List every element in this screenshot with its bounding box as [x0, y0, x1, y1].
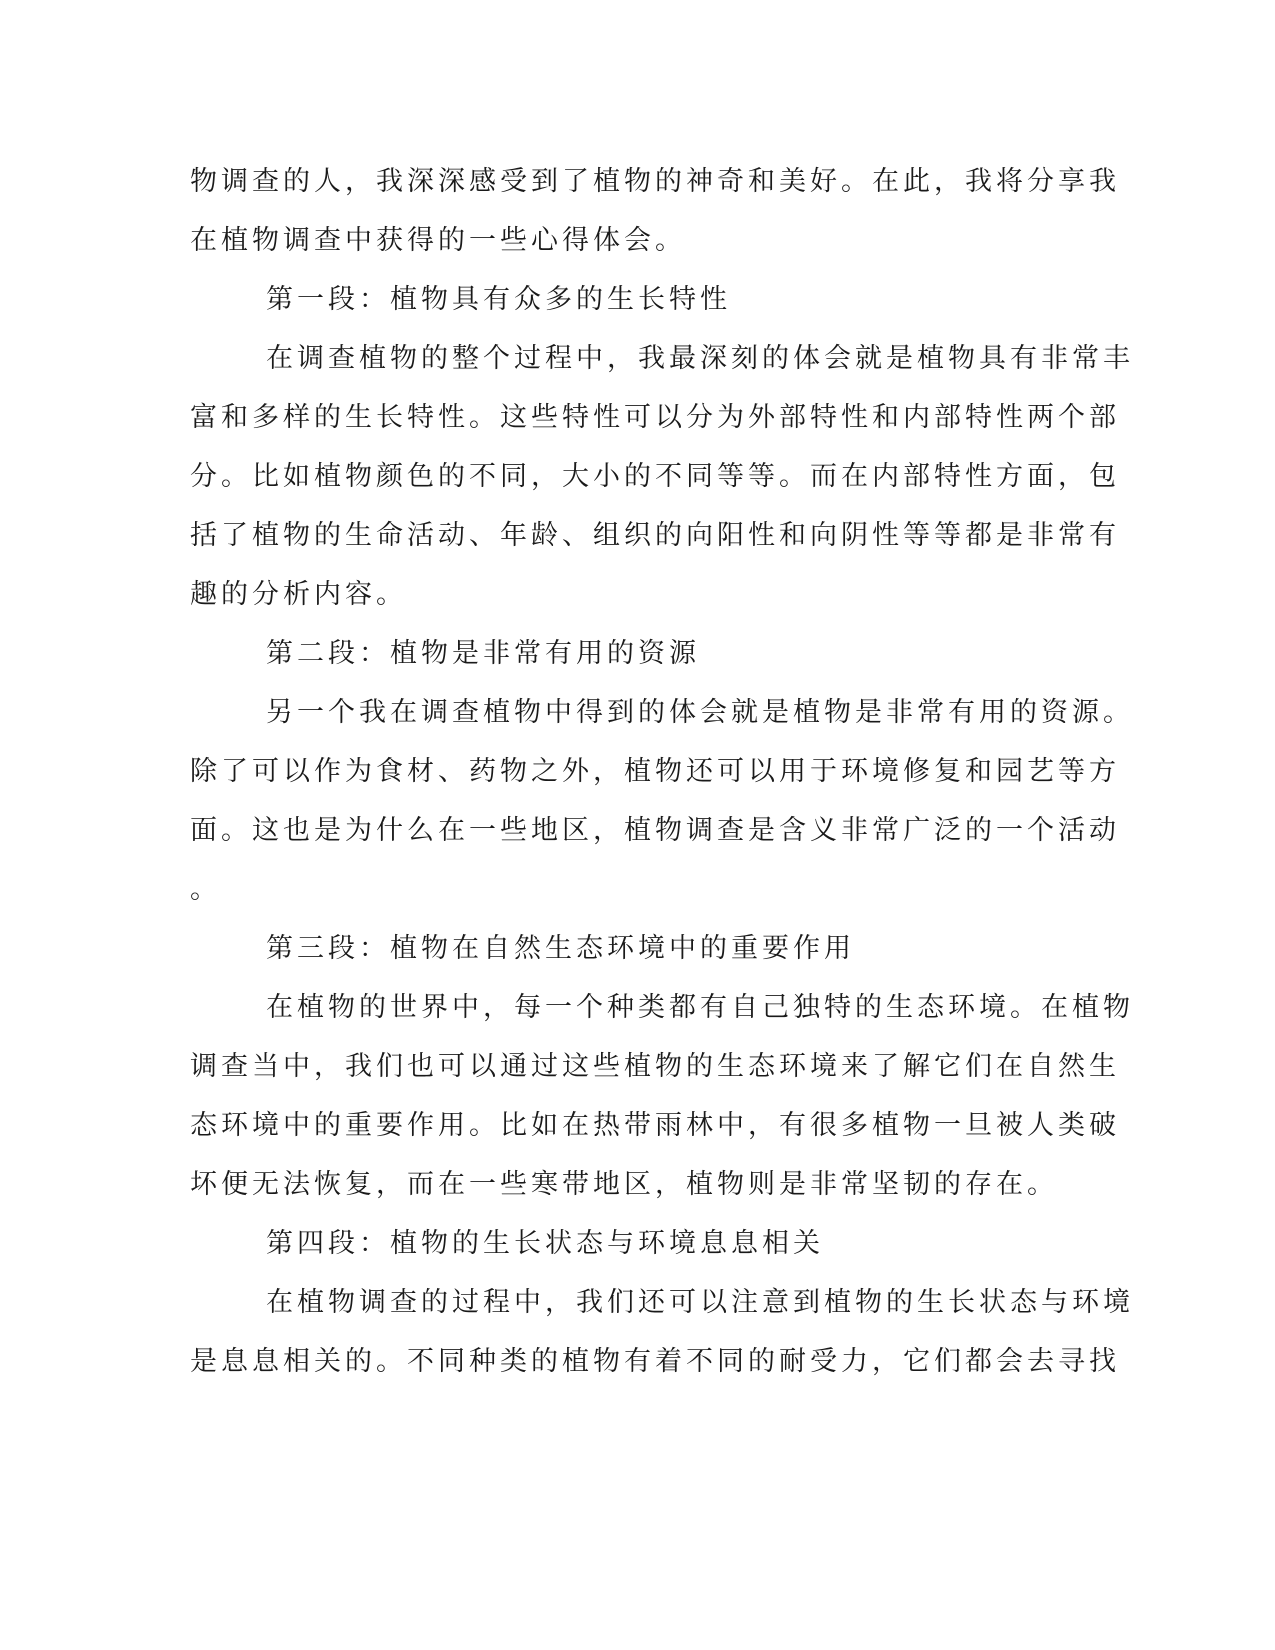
- text-line: 是息息相关的。不同种类的植物有着不同的耐受力，它们都会去寻找: [190, 1346, 1120, 1377]
- text-line: 富和多样的生长特性。这些特性可以分为外部特性和内部特性两个部: [190, 402, 1120, 433]
- text-line: 在植物调查的过程中，我们还可以注意到植物的生长状态与环境: [266, 1287, 1134, 1318]
- text-line: 趣的分析内容。: [190, 579, 407, 610]
- text-line: 除了可以作为食材、药物之外，植物还可以用于环境修复和园艺等方: [190, 756, 1120, 787]
- section-heading-2: 第二段：植物是非常有用的资源: [266, 638, 700, 669]
- text-line: 括了植物的生命活动、年龄、组织的向阳性和向阴性等等都是非常有: [190, 520, 1120, 551]
- section-heading-1: 第一段：植物具有众多的生长特性: [266, 284, 731, 315]
- text-line: 物调查的人，我深深感受到了植物的神奇和美好。在此，我将分享我: [190, 166, 1120, 197]
- text-line: 坏便无法恢复，而在一些寒带地区，植物则是非常坚韧的存在。: [190, 1169, 1058, 1200]
- text-line: 态环境中的重要作用。比如在热带雨林中，有很多植物一旦被人类破: [190, 1110, 1120, 1141]
- text-line: 在植物调查中获得的一些心得体会。: [190, 225, 686, 256]
- text-line: 调查当中，我们也可以通过这些植物的生态环境来了解它们在自然生: [190, 1051, 1120, 1082]
- text-line: 另一个我在调查植物中得到的体会就是植物是非常有用的资源。: [266, 697, 1134, 728]
- text-line: 分。比如植物颜色的不同，大小的不同等等。而在内部特性方面，包: [190, 461, 1120, 492]
- text-line: 在植物的世界中，每一个种类都有自己独特的生态环境。在植物: [266, 992, 1134, 1023]
- section-heading-3: 第三段：植物在自然生态环境中的重要作用: [266, 933, 855, 964]
- text-line: 。: [190, 874, 221, 905]
- text-line: 面。这也是为什么在一些地区，植物调查是含义非常广泛的一个活动: [190, 815, 1120, 846]
- text-line: 在调查植物的整个过程中，我最深刻的体会就是植物具有非常丰: [266, 343, 1134, 374]
- section-heading-4: 第四段：植物的生长状态与环境息息相关: [266, 1228, 824, 1259]
